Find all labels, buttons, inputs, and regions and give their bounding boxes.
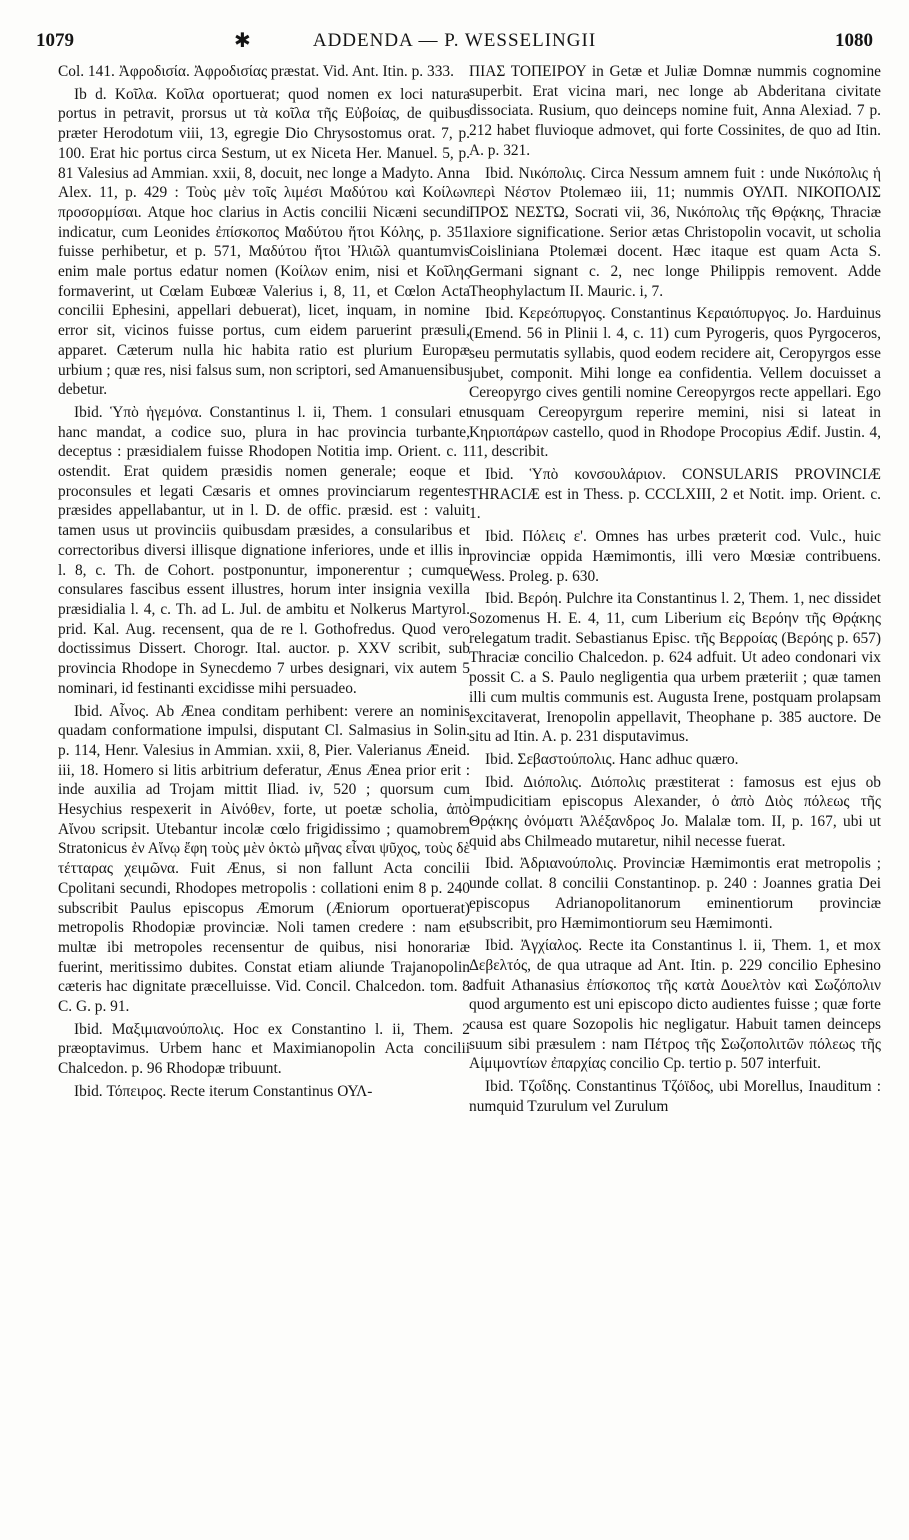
running-header	[36, 30, 873, 60]
paragraph: Ibid. Ὑπὸ ἡγεμόνα. Constantinus l. ii, Them. 1 consulari et hanc mandat, a codice suo, plura in hac provincia turbante, deceptus : præsidialem fuisse Rhodopen Notitia imp. Orient. c. 1 ostendit. Erat quidem præsidis nomen generale; eoque et proconsules et legati Cæsaris et omnes provinciarum regentes præsides appellabantur, ut in l. D. de offic. præsid. est : valuit tamen usus ut provinciis quibusdam præsides, a consularibus et correctoribus diversi illisque dignatione inferiores, unde et illis in l. 8, c. Th. de Cohort. postponuntur, imponerentur ; cumque consulares fascibus essent illustres, horum inter insignia vexilla præsidialia l. 4, c. Th. ad L. Jul. de ambitu et Nolkerus Martyrol. prid. Kal. Aug. recensent, qua de re l. Gothofredus. Quod vero doctissimus Dissert. Chorogr. Ital. auctor. p. XXV scribit, sub provincia Rhodope in Synecdemo 7 urbes designari, vix autem 5 nominari, id festinanti excidisse mihi persuadeo.	[58, 403, 470, 697]
paragraph: Ibid. Διόπολις. Διόπολις præstiterat : famosus est ejus ob impudicitiam episcopus Alexander, ὁ ἀπὸ Διὸς πόλεως τῆς Θρᾴκης ὀνόματι Ἀλέξανδρος Jo. Malalæ tom. II, p. 167, ubi ut quid abs Chilmeado mutaretur, nihil necesse fuerat.	[469, 773, 881, 850]
paragraph: Ibid. Νικόπολις. Circa Nessum amnem fuit : unde Νικόπολις ἡ περὶ Νέστον Ptolemæo iii, 11; nummis ΟΥΛΠ. ΝΙΚΟΠΟΛΙΣ ΠΡΟΣ ΝΕΣΤΩ, Socrati vii, 36, Νικόπολις τῆς Θρᾴκης, Thraciæ laxiore significatione. Serior ætas Christopolin vocavit, ut scholia Coisliniana Ptolemæi docent. Hæc itaque est quam Acta S. Germani signant c. 2, nec longe Philippis removent. Adde Theophylactum II. Mauric. i, 7.	[469, 164, 881, 300]
paragraph: Ibid. Τόπειρος. Recte iterum Constantinus ΟΥΛ-	[74, 1082, 373, 1100]
asterisk-mark: ✱	[234, 30, 251, 52]
page-number-left: 1079	[36, 30, 74, 51]
paragraph: Col. 141. Ἀφροδισία. Ἀφροδισίας præstat. Vid. Ant. Itin. p. 333.	[58, 63, 454, 80]
paragraph: Ibid. Τζοΐδης. Constantinus Τζόϊδος, ubi Morellus, Inauditum : numquid Tzurulum vel Zurulum	[469, 1078, 881, 1115]
page-number-right: 1080	[835, 30, 873, 51]
paragraph: Ibid. Κερεόπυργος. Constantinus Κεραιόπυργος. Jo. Harduinus (Emend. 56 in Plinii l. 4, c. 11) cum Pyrogeris, quos Pyrgoceros, seu permutatis syllabis, quod eodem recidere ait, Ceropyrgos esse jubet, componit. Mihi longe ea confidentia. Vellem docuisset a Cereopyrgo cives gentili nomine Cereopyrgos recte appellari. Ego nusquam Cereopyrgum reperire memini, nisi si lateat in Κηριοπάρων castello, quod in Rhodope Procopius Ædif. Justin. 4, 11, describit.	[469, 305, 881, 461]
right-column	[469, 62, 881, 1120]
paragraph: Ibid. Μαξιμιανούπολις. Hoc ex Constantino l. ii, Them. 2 præoptavimus. Urbem hanc et Maximianopolin Acta concilii Chalcedon. p. 96 Rhodopæ tribuunt.	[58, 1020, 470, 1078]
paragraph: Ibid. Βερόη. Pulchre ita Constantinus l. 2, Them. 1, nec dissidet Sozomenus H. E. 4, 11, cum Liberium εἰς Βερόην τῆς Θρᾴκης relegatum tradit. Sebastianus Episc. τῆς Βερροίας (Βερόης p. 657) Thraciæ concilio Chalcedon. p. 624 adfuit. Ut adeo condonari vix possit C. a S. Paulo negligentia qua urbem præteriit ; quæ tamen illi cum multis communis est. Augusta Irene, postquam prolapsam excitaverat, Irenopolin appellavit, Theophane p. 385 auctore. De situ ad Itin. A. p. 231 disputavimus.	[469, 590, 881, 746]
paragraph: Ibid. Σεβαστούπολις. Hanc adhuc quæro.	[485, 750, 739, 768]
paragraph: Ibid. Ἀγχίαλος. Recte ita Constantinus l. ii, Them. 1, et mox Δεβελτός, de qua utraque ad Ant. Itin. p. 229 concilio Ephesino adfuit Athanasius ἐπίσκοπος τῆς κατὰ Δουελτὸν καὶ Σωζόπολιν quod argumento est uni episcopo dicto audientes fuisse ; quæ forte causa est quare Sozopolis hic negligatur. Habuit tamen deinceps suum sibi præsulem : nam Πέτρος τῆς Σωζοπολιτῶν πόλεως τῆς Αἱμιμοντίων ἐπαρχίας concilio Cp. tertio p. 507 interfuit.	[469, 937, 881, 1073]
paragraph: Ibid. Ἀδριανούπολις. Provinciæ Hæmimontis erat metropolis ; unde collat. 8 concilii Constantinop. p. 240 : Joannes gratia Dei episcopus Adrianopolitanorum eminentiorum provinciæ subscribit, pro Hæmimontiorum seu Hæmimonti.	[469, 855, 881, 932]
left-column	[58, 62, 470, 1105]
paragraph: Ibid. Ὑπὸ κονσουλάριον. CONSULARIS PROVINCIÆ THRACIÆ est in Thess. p. CCCLXIII, 2 et Notit. imp. Orient. c. 1.	[469, 466, 881, 523]
paragraph: Ibid. Πόλεις ε'. Omnes has urbes præterit cod. Vulc., huic provinciæ oppida Hæmimontis, illi vero Mœsiæ contribuens. Wess. Proleg. p. 630.	[469, 528, 881, 585]
running-title: ADDENDA — P. WESSELINGII	[312, 30, 597, 51]
paragraph: Ibid. Αἶνος. Ab Ænea conditam perhibent: verere an nominis quadam conformatione impulsi, disputant Cl. Salmasius in Solin. p. 114, Henr. Valesius in Ammian. xxii, 8, Pier. Valerianus Æneid. iii, 18. Homero si litis arbitrium deferatur, Ænus Ænea prior erit : inde auxilia ad Trojam mittit Iliad. iv, 520 ; quorsum cum Hesychius respexerit in Αἰνόθεν, forte, ut poetæ scholia, ἀπὸ Αἴνου scripsit. Utebantur incolæ cœlo frigidissimo ; quamobrem Stratonicus ἐν Αἴνῳ ἔφη τοὺς μὲν ὀκτὼ μῆνας εἶναι ψῦχος, τοὺς δὲ τέτταρας χειμῶνα. Fuit Ænus, si non fallunt Acta concilii Cpolitani secundi, Rhodopes metropolis : collationi enim 8 p. 240 subscribit Paulus episcopus Æmorum (Æniorum oportuerat) metropolis Rhodopiæ provinciæ. Noli tamen credere : nam et multæ ibi metropoles recensentur de quibus, nisi honorariæ fuerint, meritissimo dubites. Constat etiam aliunde Trajanopolin cæteris hac dignitate præcelluisse. Vid. Concil. Chalcedon. tom. 8 C. G. p. 91.	[58, 702, 470, 1016]
paragraph: Ib d. Κοῖλα. Κοῖλα oportuerat; quod nomen ex loci natura portus in petravit, prorsus ut τὰ κοῖλα τῆς Εὐβοίας, de quibus præter Herodotum viii, 13, egregie Dio Chrysostomus orat. 7, p. 100. Erat hic portus circa Sestum, ut ex Niceta Her. Manuel. 5, p. 81 Valesius ad Ammian. xxii, 8, docuit, nec longe a Madyto. Anna Alex. 11, p. 429 : Τοὺς μὲν τοῖς λιμέσι Μαδύτου καὶ Κοίλων προσορμίσαι. Atque hoc clarius in Actis concilii Nicæni secundi indicatur, cum Leonides ἐπίσκοπος Μαδύτου ἤτοι Κόλης, p. 351 fuisse perhibetur, et p. 571, Μαδύτου ἤτοι Ἠλιῶλ quantumvis enim male portus edatur nomen (Κοίλων enim, nisi et Κοῖλης formaverint, ut Cœlam Eubœæ Valerius i, 8, 11, et Cœlon Acta concilii Ephesini, appellari debuerat), licet, inquam, in nomine error sit, vicinos fuisse portus, cum eidem paruerint præsuli, apparet. Cæterum nulla hic habita ratio est plurium Europæ urbium ; quæ res, nisi falsus sum, non scriptori, sed Amanuensibus debetur.	[58, 85, 470, 399]
paragraph: ΠΙΑΣ ΤΟΠΕΙΡΟΥ in Getæ et Juliæ Domnæ nummis cognomine superbit. Erat vicina mari, nec longe ab Abderitana civitate dissociata. Rusium, quo deinceps nomine fuit, Anna Alexiad. 7 p. 212 habet fluvioque admovet, qui forte Cossinites, de quo ad Itin. A. p. 321.	[469, 63, 881, 159]
